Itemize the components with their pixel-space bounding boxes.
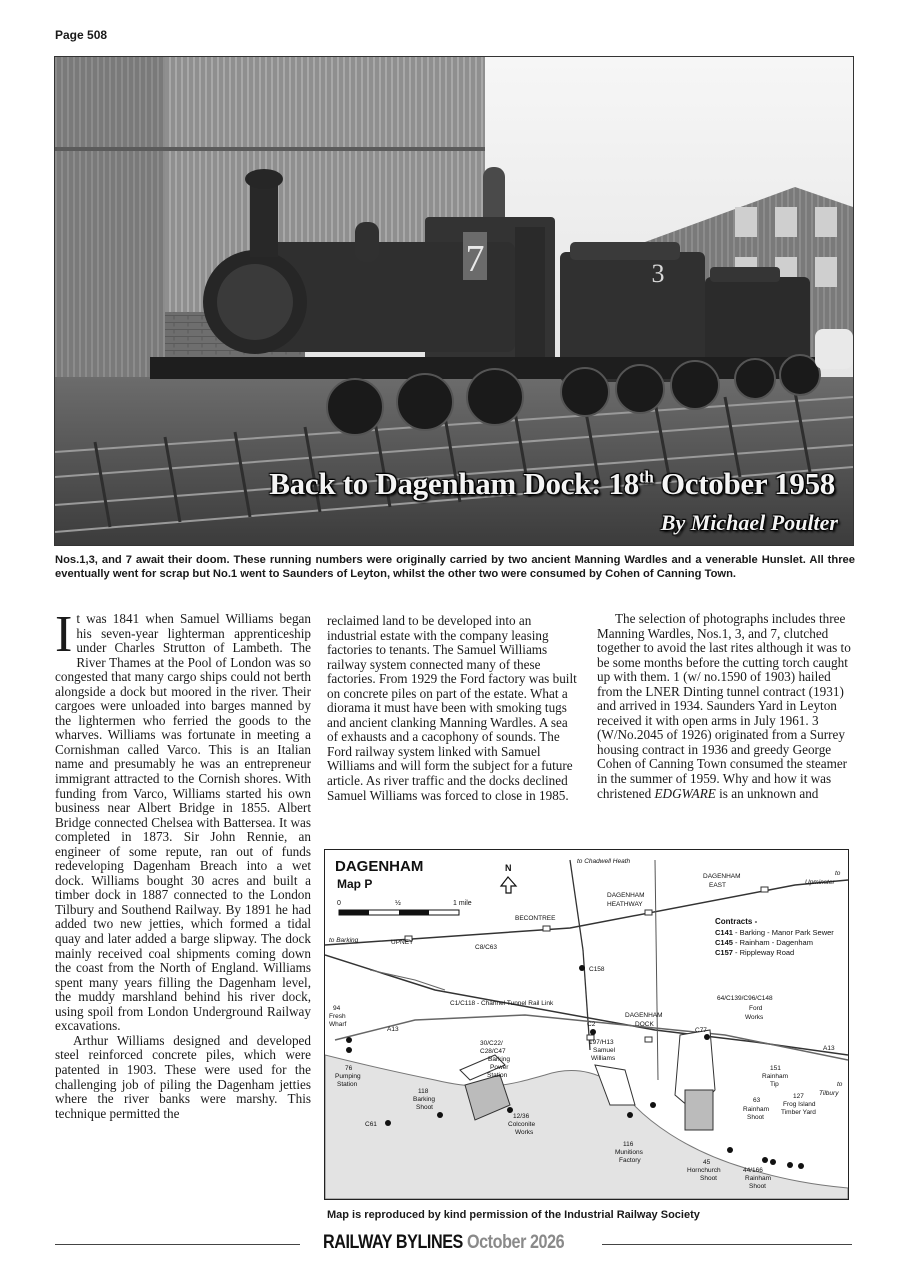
map-label: DOCK — [635, 1021, 654, 1028]
map-label: to — [837, 1081, 843, 1088]
paragraph — [55, 606, 311, 1034]
map-label: EAST — [709, 882, 726, 889]
article-byline: By Michael Poulter — [660, 510, 838, 535]
map-label: C28/C47 — [480, 1048, 506, 1055]
map-label: 44/166 — [743, 1167, 763, 1174]
map-label: Factory — [619, 1157, 641, 1164]
article-title — [110, 466, 835, 502]
map-label: Shoot — [749, 1183, 766, 1190]
paragraph — [597, 612, 851, 801]
photo-caption: Nos.1,3, and 7 await their doom. These running numbers were originally carried by two ancient Manning Wardles and a venerable Hunslet. All three eventually went for scrap but No.1 went to Saunders of Leyton, whilst the other two were consumed by Cohen of Canning Town. — [55, 554, 855, 580]
map-label: C158 — [589, 966, 605, 973]
map-subtitle: Map P — [337, 877, 373, 891]
map-title: DAGENHAM — [335, 858, 424, 875]
dagenham-map — [324, 849, 849, 1200]
scale-label-half: ½ — [395, 900, 401, 907]
footer-rule-right — [602, 1244, 852, 1245]
map-label: Rainham — [762, 1073, 789, 1080]
footer-rule-left — [55, 1244, 300, 1245]
loco-number-3: 3 — [651, 259, 665, 288]
paragraph: Arthur Williams designed and developed steel reinforced concrete piles, which were patented in 1903. These were used for the challenging job of piling the Dagenham jetties where the river banks were marshy. This technique permitted the — [55, 1032, 311, 1121]
paragraph-text: t was 1841 when Samuel Williams began his seven-year lighterman apprenticeship under Charles Strutton of Lambeth. The River Thames at the Pool of London was so congested that many cargo ships could not berth alongside a dock but moored in the river. Their cargoes were unloaded into barges manned by the lightermen who ferried the goods to the wharves. Williams was fortunate in meeting a Cornishman called Varco. This is an Italian name and presumably he was an entrepreneur immigrant attracted to the Cornish shores. With funding from Varco, Williams started his own business near Albert Bridge in 1855. Albert Bridge connected Chelsea with Battersea. It was completed in 1873. Sir John Rennie, an engineer of some repute, ran out of funds redeveloping Dagenham Breach into a wet dock. Williams bought 30 acres and built a timber dock in 1887 connected to the London Tilbury and Southend Railway. By 1891 he had added two new jetties, which formed a tidal quay and later added a barge slipway. The dock mainly received coal shipments coming down the coast from the North of England. Williams spent many years filling the Dagenham level, the muddy marshland behind his river dock, using spoil from London Underground Railway excavations. — [55, 611, 311, 1034]
map-label: Power — [490, 1064, 509, 1071]
map-label: BECONTREE — [515, 915, 556, 922]
contract-code: C141 — [715, 928, 733, 937]
map-label: 127 — [793, 1093, 804, 1100]
map-label: Williams — [591, 1055, 616, 1062]
map-label: 45 — [703, 1159, 711, 1166]
map-label: DAGENHAM — [625, 1012, 663, 1019]
map-label: C1/C118 - Channel Tunnel Rail Link — [450, 1000, 554, 1007]
scale-label-0: 0 — [337, 900, 341, 907]
map-label: 116 — [623, 1141, 634, 1148]
map-label: A13 — [823, 1045, 835, 1052]
magazine-name: RAILWAY BYLINES — [323, 1232, 463, 1253]
map-label: Shoot — [700, 1175, 717, 1182]
map-label: Works — [745, 1014, 764, 1021]
map-label: Barking — [413, 1096, 436, 1103]
article-column-1 — [55, 606, 311, 1121]
footer-masthead — [323, 1232, 564, 1254]
map-label: Tip — [770, 1081, 779, 1088]
article-column-2 — [327, 614, 579, 803]
drop-cap: I — [55, 606, 73, 663]
north-arrow-icon — [501, 877, 516, 893]
contract-entry — [715, 928, 834, 937]
map-label: Shoot — [416, 1104, 433, 1111]
map-drawing — [325, 850, 848, 1199]
map-label: 64/C139/C96/C148 — [717, 995, 773, 1002]
map-label: C61 — [365, 1121, 377, 1128]
map-label: 151 — [770, 1065, 781, 1072]
map-label: Shoot — [747, 1114, 764, 1121]
loco-number-7: 7 — [465, 238, 485, 280]
map-label: 76 — [345, 1065, 353, 1072]
map-label: Barking — [488, 1056, 511, 1063]
issue-date: October 2026 — [462, 1232, 565, 1253]
north-label: N — [505, 863, 512, 873]
contracts-title: Contracts - — [715, 917, 758, 926]
map-label: C8/C63 — [475, 944, 498, 951]
map-label: Pumping — [335, 1073, 361, 1080]
map-label: Frog Island — [783, 1101, 816, 1108]
map-label: Timber Yard — [781, 1109, 816, 1116]
title-superscript: th — [638, 467, 654, 487]
page-number: Page 508 — [55, 28, 108, 42]
contract-desc: - Rainham - Dagenham — [732, 938, 813, 947]
map-label: UPNEY — [391, 939, 414, 946]
map-label: 30/C22/ — [480, 1040, 503, 1047]
map-label: 94 — [333, 1005, 341, 1012]
map-label: C77 — [695, 1027, 707, 1034]
map-label: Station — [487, 1072, 508, 1079]
contract-entry — [715, 948, 794, 957]
map-label: Munitions — [615, 1149, 643, 1156]
title-suffix: October 1958 — [653, 466, 835, 501]
map-label: Tilbury — [819, 1090, 839, 1097]
map-label: to — [835, 870, 841, 877]
contract-desc: - Barking - Manor Park Sewer — [732, 928, 834, 937]
contract-desc: - Rippleway Road — [732, 948, 795, 957]
article-column-3 — [597, 612, 851, 801]
map-label: Upminster — [805, 879, 835, 886]
map-label: Rainham — [745, 1175, 772, 1182]
contract-code: C157 — [715, 948, 733, 957]
contract-entry — [715, 938, 813, 947]
contract-code: C145 — [715, 938, 733, 947]
map-label: Fresh — [329, 1013, 346, 1020]
paragraph-text: The selection of photographs includes three Manning Wardles, Nos.1, 3, and 7, clutched together to avoid the last rites although it was to be some months before the cutting torch caught up with them. 1 (w/ no.1590 of 1903) hailed from the LNER Dinting tunnel contract (1931) and arrived in 1934. Saunders Yard in Leyton received it with open arms in July 1961. 3 (W/No.2045 of 1926) originated from a Surrey housing contract in 1936 and greedy George Cohen of Canning Town consumed the steamer in the summer of 1959. Why and how it was christened — [597, 611, 851, 801]
map-caption: Map is reproduced by kind permission of the Industrial Railway Society — [327, 1209, 700, 1221]
map-label: DAGENHAM — [703, 873, 741, 880]
map-label: Ford — [749, 1005, 763, 1012]
paragraph-emphasis: EDGWARE — [654, 785, 716, 801]
map-label: Station — [337, 1081, 358, 1088]
map-label: Wharf — [329, 1021, 347, 1028]
paragraph-text: is an unknown and — [715, 785, 819, 801]
map-label: 63 — [753, 1097, 761, 1104]
title-prefix: Back to Dagenham Dock: 18 — [269, 466, 639, 501]
map-label: to Chadwell Heath — [577, 858, 631, 865]
map-label: Colconite — [508, 1121, 536, 1128]
paragraph: reclaimed land to be developed into an industrial estate with the company leasing factories to tenants. The Samuel Williams railway system connected many of these factories. From 1929 the Ford factory was built on concrete piles on part of the estate. What a diorama it must have been with smoking tugs and ancient clanking Manning Wardles. A sea of exhausts and a cacophony of sounds. The Ford railway system linked with Samuel Williams and will form the subject for a future article. As river traffic and the docks declined Samuel Williams was forced to close in 1985. — [327, 613, 577, 803]
map-label: Works — [515, 1129, 534, 1136]
map-label: Samuel — [593, 1047, 616, 1054]
map-label: 118 — [418, 1088, 429, 1095]
map-label: DAGENHAM — [607, 892, 645, 899]
scale-label-mile: 1 mile — [453, 900, 472, 907]
map-label: C2 — [587, 1021, 596, 1028]
map-label: to Barking — [329, 937, 359, 944]
map-label: Hornchurch — [687, 1167, 721, 1174]
map-label: 12/36 — [513, 1113, 530, 1120]
map-label: A13 — [387, 1026, 399, 1033]
map-label: Rainham — [743, 1106, 770, 1113]
map-label: HEATHWAY — [607, 901, 643, 908]
map-label: 197/H13 — [589, 1039, 614, 1046]
